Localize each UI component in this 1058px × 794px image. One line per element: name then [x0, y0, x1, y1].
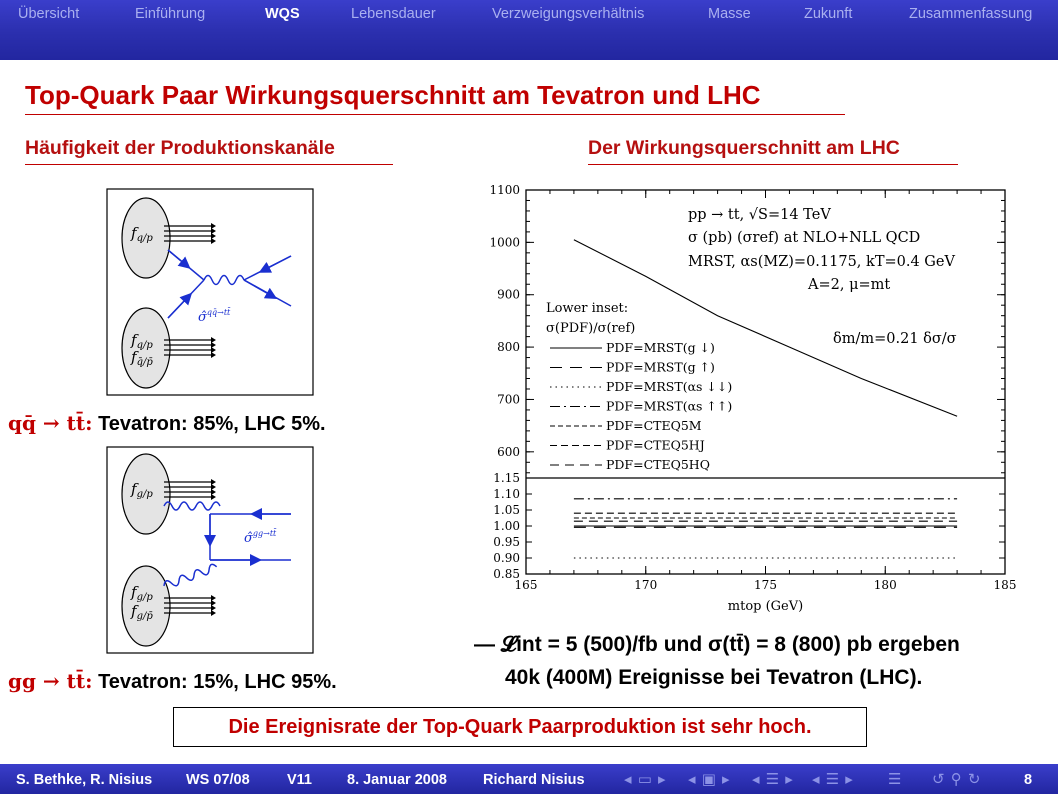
legend-entry: PDF=MRST(αs ↓↓): [606, 379, 733, 394]
x-tick-label: 165: [514, 578, 538, 592]
top-navigation-bar: [0, 0, 1058, 60]
y-tick-label: 600: [497, 444, 520, 459]
nav-item-uebersicht[interactable]: Übersicht: [18, 6, 80, 22]
x-axis-label: mtop (GeV): [727, 599, 804, 614]
nav-item-einfuehrung[interactable]: Einführung: [135, 6, 206, 22]
x-tick-label: 180: [873, 578, 897, 592]
x-tick-label: 170: [634, 578, 658, 592]
footer-bar: [0, 764, 1058, 794]
nav-item-zukunft[interactable]: Zukunft: [804, 6, 853, 22]
cross-section-plot: [478, 175, 1038, 620]
sigma-label: σ̂$^{gg\to tt̄}$: [244, 529, 277, 546]
nav-item-masse[interactable]: Masse: [708, 6, 751, 22]
left-subtitle: Häufigkeit der Produktionskanäle: [25, 137, 335, 159]
plot-frame: [526, 190, 1005, 574]
inset-y-tick-label: 1.15: [493, 471, 520, 485]
nav-item-zusammenfassung[interactable]: Zusammenfassung: [909, 6, 1033, 22]
luminosity-note: — 𝓛int = 5 (500)/fb und σ(tt̄) = 8 (800) pb ergeben: [474, 633, 960, 656]
left-subtitle-underline: [25, 164, 393, 165]
proton-blob-bottom: [122, 566, 170, 646]
pdf-label-bottom-2: $f_{q̄/p̄}$: [131, 348, 153, 368]
plot-annotation: MRST, αs(MZ)=0.1175, kT=0.4 GeV: [688, 254, 955, 270]
feynman-diagram-qq: [106, 188, 314, 396]
legend-title: Lower inset:: [546, 301, 629, 316]
footer-authors: S. Bethke, R. Nisius: [16, 772, 153, 788]
search-back-forward-icon[interactable]: ↺ ⚲ ↻: [932, 771, 982, 788]
toc-icon[interactable]: ☰: [888, 771, 903, 788]
legend-entry: PDF=MRST(g ↑): [606, 359, 715, 375]
plot-annotation: pp → tt, √S=14 TeV: [688, 207, 831, 223]
pdf-label-bottom-1: $f_{q/p}$: [131, 331, 153, 351]
legend-entry: PDF=CTEQ5HJ: [606, 437, 705, 453]
right-subtitle: Der Wirkungsquerschnitt am LHC: [588, 137, 900, 159]
appendix-nav-icon[interactable]: ◂ ☰ ▸: [812, 771, 854, 788]
feynman-diagram-gg: [106, 446, 314, 654]
inset-y-tick-label: 0.85: [493, 567, 520, 581]
events-note: 40k (400M) Ereignisse bei Tevatron (LHC).: [505, 666, 923, 689]
plot-annotation: σ (pb) (σref) at NLO+NLL QCD: [688, 230, 921, 246]
conclusion-box: Die Ereignisrate der Top-Quark Paarproduktion ist sehr hoch.: [173, 707, 867, 747]
footer-speaker: Richard Nisius: [483, 772, 585, 788]
pdf-label-top: $f_{q/p}$: [131, 224, 153, 244]
x-tick-label: 175: [754, 578, 777, 592]
y-tick-label: 700: [497, 392, 520, 407]
pdf-label-bottom-1: $f_{g/p}$: [131, 583, 153, 603]
caption-gg: gg → tt̄: Tevatron: 15%, LHC 95%.: [8, 669, 337, 693]
inset-y-tick-label: 0.95: [493, 535, 520, 549]
footer-date: 8. Januar 2008: [347, 772, 447, 788]
inset-y-tick-label: 0.90: [493, 551, 520, 565]
y-tick-label: 1100: [489, 183, 520, 197]
pdf-label-bottom-2: $f_{g/p̄}$: [131, 602, 153, 622]
pdf-label-top: $f_{g/p}$: [131, 480, 153, 500]
footer-lecture: V11: [287, 772, 312, 788]
nav-item-wqs[interactable]: WQS: [265, 6, 300, 22]
section-nav-icon[interactable]: ◂ ☰ ▸: [752, 771, 794, 788]
inset-y-tick-label: 1.10: [493, 487, 520, 501]
legend-entry: PDF=MRST(αs ↑↑): [606, 398, 733, 414]
subsection-nav-icon[interactable]: ◂ ▣ ▸: [688, 771, 731, 788]
title-underline: [25, 114, 845, 115]
y-tick-label: 800: [497, 340, 520, 355]
right-subtitle-underline: [588, 164, 958, 165]
y-tick-label: 1000: [489, 235, 520, 250]
sigma-label: σ̂$^{qq̄\to tt̄}$: [198, 308, 231, 325]
plot-annotation: A=2, μ=mt: [808, 277, 891, 293]
caption-qq: qq̄ → tt̄: Tevatron: 85%, LHC 5%.: [8, 411, 326, 435]
inset-y-tick-label: 1.00: [493, 519, 520, 533]
frame-nav-icon[interactable]: ◂ ▭ ▸: [624, 771, 667, 788]
page-number: 8: [1024, 772, 1033, 788]
nav-item-lebensdauer[interactable]: Lebensdauer: [351, 6, 436, 22]
slide-title: Top-Quark Paar Wirkungsquerschnitt am Tevatron und LHC: [25, 80, 761, 110]
x-tick-label: 185: [993, 578, 1017, 592]
inset-y-tick-label: 1.05: [493, 503, 520, 517]
nav-item-verzweigungsverhaeltnis[interactable]: Verzweigungsverhältnis: [492, 6, 645, 22]
plot-annotation: δm/m=0.21 δσ/σ: [833, 331, 957, 347]
y-tick-label: 900: [497, 287, 520, 302]
legend-entry: PDF=MRST(g ↓): [606, 340, 715, 355]
footer-semester: WS 07/08: [186, 772, 250, 788]
legend-subtitle: σ(PDF)/σ(ref): [546, 321, 636, 336]
legend-entry: PDF=CTEQ5HQ: [606, 457, 710, 472]
legend-entry: PDF=CTEQ5M: [606, 418, 702, 433]
